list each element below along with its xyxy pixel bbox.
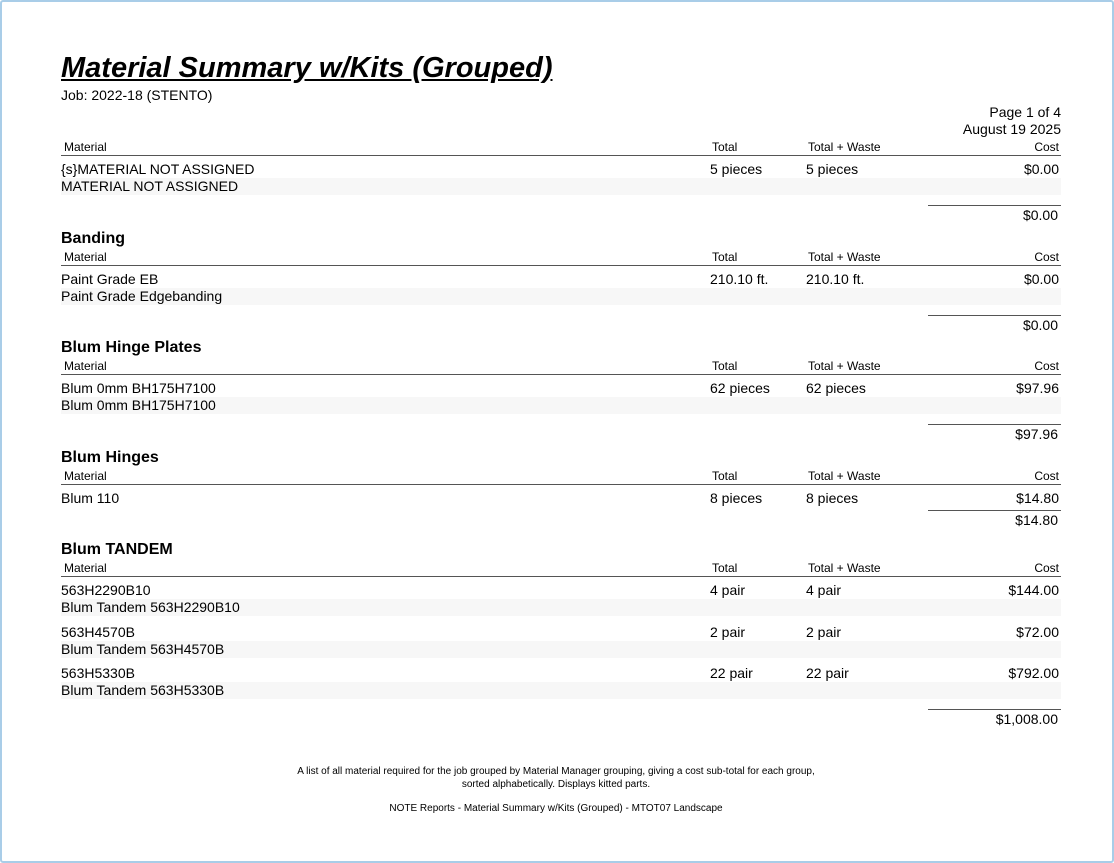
table-row: {s}MATERIAL NOT ASSIGNED 5 pieces 5 pieces $0.00 [61,161,1059,177]
report-title: Material Summary w/Kits (Grouped) [61,52,553,84]
table-row: 563H4570B 2 pair 2 pair $72.00 [61,624,1059,640]
group-name: Blum TANDEM [61,541,173,558]
job-label: Job: 2022-18 (STENTO) [61,87,213,103]
report-date: August 19 2025 [962,121,1061,137]
material-group [61,139,1061,223]
material-group [61,229,1061,333]
page-info [963,104,1061,138]
table-row-description: Blum Tandem 563H5330B [61,682,1061,699]
report-description: A list of all material required for the job grouped by Material Manager grouping, giving a cost sub-total for each group, sorted alphabetically. Displays kitted parts. [297,766,815,790]
table-row: 563H2290B10 4 pair 4 pair $144.00 [61,582,1059,598]
table-row-description: Blum 0mm BH175H7100 [61,397,1061,414]
group-subtotal: $0.00 [61,315,1061,333]
column-header: Material Total Total + Waste Cost [61,468,1061,485]
material-group [61,540,1061,727]
group-subtotal: $14.80 [61,510,1061,528]
material-group [61,448,1061,528]
col-total: Total [712,140,738,154]
table-row: Blum 0mm BH175H7100 62 pieces 62 pieces $97.96 [61,380,1059,396]
report-page [61,2,1061,861]
page-number: Page 1 of 4 [989,104,1061,120]
table-row-description: Blum Tandem 563H2290B10 [61,599,1061,616]
table-row: 563H5330B 22 pair 22 pair $792.00 [61,665,1059,681]
report-note: NOTE Reports - Material Summary w/Kits (Grouped) - MTOT07 Landscape [389,803,723,814]
material-group [61,338,1061,442]
group-subtotal: $0.00 [61,205,1061,223]
table-row: Paint Grade EB 210.10 ft. 210.10 ft. $0.00 [61,271,1059,287]
group-subtotal: $1,008.00 [61,709,1061,727]
group-name: Blum Hinge Plates [61,339,202,356]
col-total-waste: Total + Waste [808,140,881,154]
column-header: Material Total Total + Waste Cost [61,249,1061,266]
column-header [61,139,1061,156]
group-subtotal: $97.96 [61,424,1061,442]
col-cost: Cost [1034,140,1059,154]
column-header: Material Total Total + Waste Cost [61,358,1061,375]
group-name: Banding [61,230,125,247]
table-row-description: Blum Tandem 563H4570B [61,641,1061,658]
table-row-description: MATERIAL NOT ASSIGNED [61,178,1061,195]
column-header: Material Total Total + Waste Cost [61,560,1061,577]
group-name: Blum Hinges [61,449,159,466]
table-row: Blum 110 8 pieces 8 pieces $14.80 [61,490,1059,506]
table-row-description: Paint Grade Edgebanding [61,288,1061,305]
col-material: Material [64,140,107,154]
